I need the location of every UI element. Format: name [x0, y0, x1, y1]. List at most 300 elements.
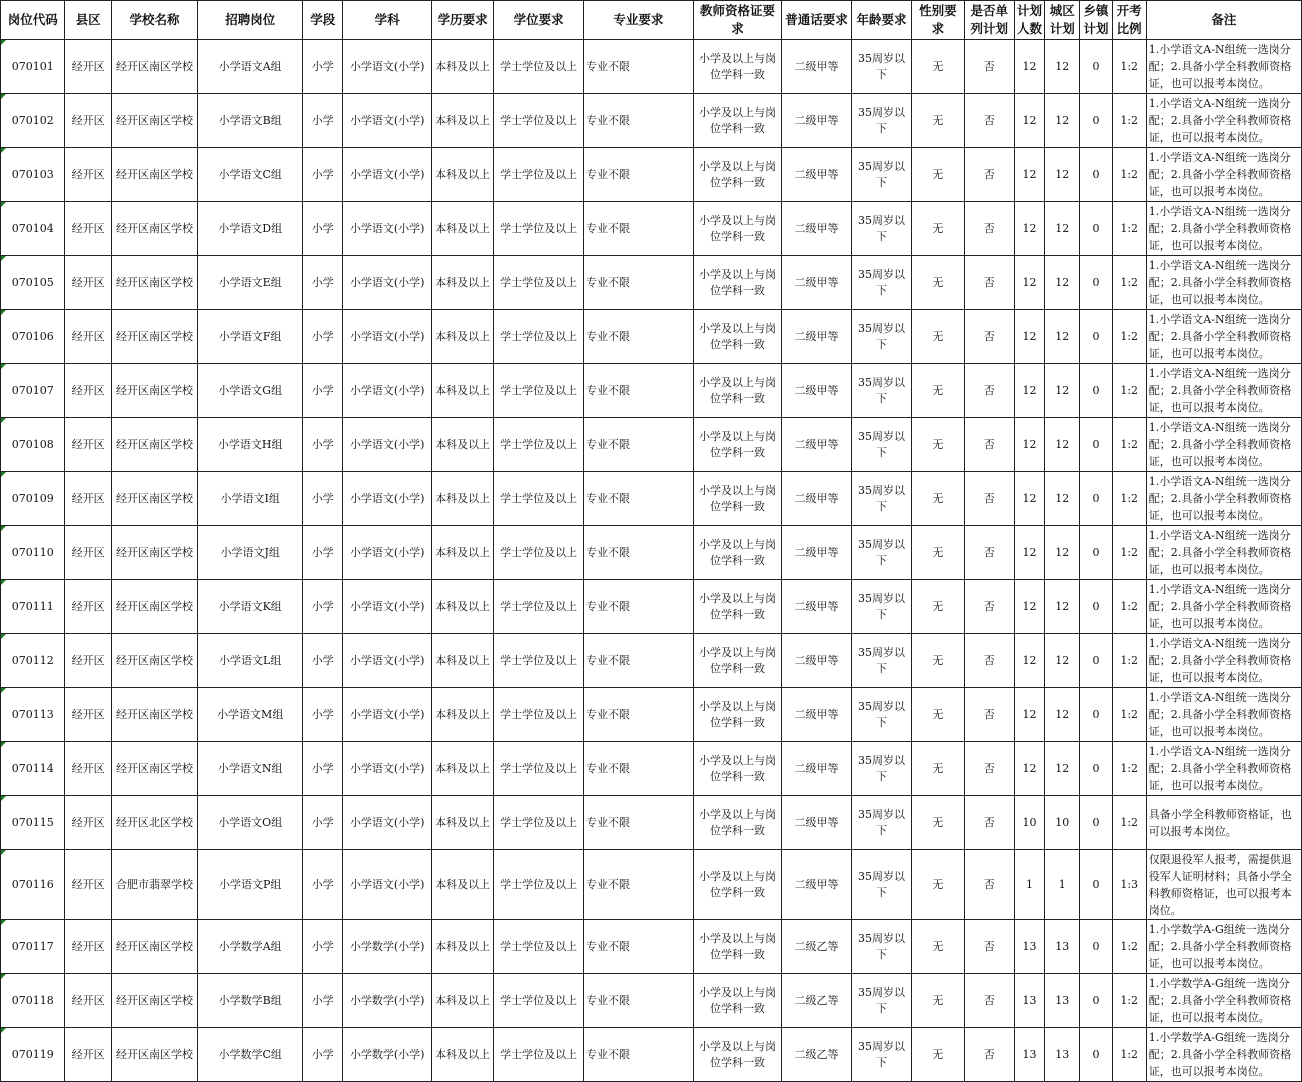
cell-marker-icon: [1, 148, 6, 153]
table-row: [1, 94, 1302, 148]
separate-plan-cell: 否: [964, 526, 1014, 580]
post-code-cell: [1, 418, 65, 472]
separate-plan-cell: 否: [964, 364, 1014, 418]
county-cell: 经开区: [65, 688, 111, 742]
subject-cell: 小学语文(小学): [343, 742, 432, 796]
degree-cell: 学士学位及以上: [494, 94, 584, 148]
education-cell: 本科及以上: [431, 310, 493, 364]
col-header-post: 招聘岗位: [198, 1, 303, 40]
subject-cell: 小学语文(小学): [343, 202, 432, 256]
post-code-text: 070113: [11, 707, 54, 721]
urban-plan-cell: 12: [1045, 634, 1080, 688]
separate-plan-cell: 否: [964, 40, 1014, 94]
col-header-remark: 备注: [1146, 1, 1301, 40]
table-row: [1, 526, 1302, 580]
post-name-cell: 小学语文L组: [198, 634, 303, 688]
urban-plan-cell: 12: [1045, 40, 1080, 94]
county-cell: 经开区: [65, 526, 111, 580]
education-cell: 本科及以上: [431, 472, 493, 526]
mandarin-cell: 二级甲等: [782, 202, 851, 256]
remark-cell: 1.小学语文A-N组统一选岗分配；2.具备小学全科教师资格证，也可以报考本岗位。: [1146, 472, 1301, 526]
table-row: [1, 418, 1302, 472]
post-code-text: 070110: [11, 545, 54, 559]
plan-count-cell: 12: [1014, 148, 1044, 202]
separate-plan-cell: 否: [964, 634, 1014, 688]
rural-plan-cell: 0: [1080, 1028, 1112, 1082]
post-code-text: 070101: [11, 59, 54, 73]
subject-cell: 小学语文(小学): [343, 364, 432, 418]
major-cell: 专业不限: [583, 526, 693, 580]
urban-plan-cell: 13: [1045, 1028, 1080, 1082]
remark-cell: 1.小学语文A-N组统一选岗分配；2.具备小学全科教师资格证，也可以报考本岗位。: [1146, 94, 1301, 148]
urban-plan-cell: 10: [1045, 796, 1080, 850]
degree-cell: 学士学位及以上: [494, 580, 584, 634]
post-code-text: 070112: [11, 653, 54, 667]
age-cell: 35周岁以下: [851, 472, 911, 526]
table-row: [1, 472, 1302, 526]
col-header-mandarin: 普通话要求: [782, 1, 851, 40]
major-cell: 专业不限: [583, 974, 693, 1028]
degree-cell: 学士学位及以上: [494, 1028, 584, 1082]
remark-cell: 1.小学语文A-N组统一选岗分配；2.具备小学全科教师资格证，也可以报考本岗位。: [1146, 40, 1301, 94]
county-cell: 经开区: [65, 40, 111, 94]
school-name-cell: 经开区南区学校: [111, 688, 198, 742]
post-code-cell: [1, 796, 65, 850]
stage-cell: 小学: [303, 688, 343, 742]
col-header-degree: 学位要求: [494, 1, 584, 40]
degree-cell: 学士学位及以上: [494, 310, 584, 364]
separate-plan-cell: 否: [964, 94, 1014, 148]
table-row: [1, 742, 1302, 796]
ratio-cell: 1:2: [1112, 580, 1146, 634]
remark-cell: 1.小学数学A-G组统一选岗分配；2.具备小学全科教师资格证，也可以报考本岗位。: [1146, 1028, 1301, 1082]
post-code-cell: [1, 526, 65, 580]
stage-cell: 小学: [303, 418, 343, 472]
ratio-cell: 1:3: [1112, 850, 1146, 920]
separate-plan-cell: 否: [964, 742, 1014, 796]
post-code-cell: [1, 580, 65, 634]
col-header-rural-plan: 乡镇计划: [1080, 1, 1112, 40]
post-code-cell: [1, 256, 65, 310]
cell-marker-icon: [1, 634, 6, 639]
remark-cell: 1.小学语文A-N组统一选岗分配；2.具备小学全科教师资格证，也可以报考本岗位。: [1146, 364, 1301, 418]
gender-cell: 无: [912, 202, 964, 256]
cell-marker-icon: [1, 796, 6, 801]
table-row: [1, 256, 1302, 310]
school-name-cell: 经开区南区学校: [111, 418, 198, 472]
county-cell: 经开区: [65, 256, 111, 310]
table-row: [1, 920, 1302, 974]
subject-cell: 小学语文(小学): [343, 418, 432, 472]
county-cell: 经开区: [65, 418, 111, 472]
gender-cell: 无: [912, 634, 964, 688]
certificate-cell: 小学及以上与岗位学科一致: [693, 1028, 782, 1082]
gender-cell: 无: [912, 742, 964, 796]
stage-cell: 小学: [303, 974, 343, 1028]
school-name-cell: 经开区北区学校: [111, 796, 198, 850]
post-name-cell: 小学语文M组: [198, 688, 303, 742]
major-cell: 专业不限: [583, 148, 693, 202]
certificate-cell: 小学及以上与岗位学科一致: [693, 364, 782, 418]
remark-cell: 1.小学数学A-G组统一选岗分配；2.具备小学全科教师资格证，也可以报考本岗位。: [1146, 920, 1301, 974]
school-name-cell: 经开区南区学校: [111, 526, 198, 580]
school-name-cell: 经开区南区学校: [111, 472, 198, 526]
rural-plan-cell: 0: [1080, 580, 1112, 634]
post-name-cell: 小学语文B组: [198, 94, 303, 148]
education-cell: 本科及以上: [431, 796, 493, 850]
post-code-cell: [1, 40, 65, 94]
subject-cell: 小学语文(小学): [343, 634, 432, 688]
post-name-cell: 小学语文D组: [198, 202, 303, 256]
rural-plan-cell: 0: [1080, 94, 1112, 148]
post-code-cell: [1, 850, 65, 920]
post-code-cell: [1, 688, 65, 742]
post-code-cell: [1, 472, 65, 526]
degree-cell: 学士学位及以上: [494, 742, 584, 796]
plan-count-cell: 12: [1014, 418, 1044, 472]
separate-plan-cell: 否: [964, 256, 1014, 310]
school-name-cell: 经开区南区学校: [111, 256, 198, 310]
major-cell: 专业不限: [583, 472, 693, 526]
ratio-cell: 1:2: [1112, 688, 1146, 742]
certificate-cell: 小学及以上与岗位学科一致: [693, 974, 782, 1028]
gender-cell: 无: [912, 526, 964, 580]
urban-plan-cell: 12: [1045, 148, 1080, 202]
remark-cell: 1.小学语文A-N组统一选岗分配；2.具备小学全科教师资格证，也可以报考本岗位。: [1146, 580, 1301, 634]
gender-cell: 无: [912, 688, 964, 742]
cell-marker-icon: [1, 472, 6, 477]
education-cell: 本科及以上: [431, 920, 493, 974]
degree-cell: 学士学位及以上: [494, 688, 584, 742]
school-name-cell: 经开区南区学校: [111, 310, 198, 364]
education-cell: 本科及以上: [431, 526, 493, 580]
table-row: [1, 634, 1302, 688]
plan-count-cell: 12: [1014, 526, 1044, 580]
mandarin-cell: 二级甲等: [782, 688, 851, 742]
county-cell: 经开区: [65, 974, 111, 1028]
separate-plan-cell: 否: [964, 472, 1014, 526]
major-cell: 专业不限: [583, 418, 693, 472]
table-row: [1, 40, 1302, 94]
post-code-text: 070115: [11, 815, 54, 829]
major-cell: 专业不限: [583, 634, 693, 688]
county-cell: 经开区: [65, 148, 111, 202]
stage-cell: 小学: [303, 742, 343, 796]
education-cell: 本科及以上: [431, 580, 493, 634]
post-code-text: 070106: [11, 329, 54, 343]
remark-cell: 1.小学语文A-N组统一选岗分配；2.具备小学全科教师资格证，也可以报考本岗位。: [1146, 688, 1301, 742]
mandarin-cell: 二级甲等: [782, 40, 851, 94]
age-cell: 35周岁以下: [851, 796, 911, 850]
cell-marker-icon: [1, 256, 6, 261]
gender-cell: 无: [912, 94, 964, 148]
degree-cell: 学士学位及以上: [494, 634, 584, 688]
stage-cell: 小学: [303, 850, 343, 920]
subject-cell: 小学语文(小学): [343, 94, 432, 148]
stage-cell: 小学: [303, 40, 343, 94]
remark-cell: 1.小学语文A-N组统一选岗分配；2.具备小学全科教师资格证，也可以报考本岗位。: [1146, 148, 1301, 202]
separate-plan-cell: 否: [964, 310, 1014, 364]
post-code-cell: [1, 920, 65, 974]
certificate-cell: 小学及以上与岗位学科一致: [693, 148, 782, 202]
cell-marker-icon: [1, 364, 6, 369]
ratio-cell: 1:2: [1112, 256, 1146, 310]
urban-plan-cell: 12: [1045, 256, 1080, 310]
degree-cell: 学士学位及以上: [494, 40, 584, 94]
col-header-certificate: 教师资格证要求: [693, 1, 782, 40]
age-cell: 35周岁以下: [851, 202, 911, 256]
rural-plan-cell: 0: [1080, 920, 1112, 974]
school-name-cell: 经开区南区学校: [111, 94, 198, 148]
separate-plan-cell: 否: [964, 850, 1014, 920]
col-header-school: 学校名称: [111, 1, 198, 40]
rural-plan-cell: 0: [1080, 40, 1112, 94]
post-name-cell: 小学语文O组: [198, 796, 303, 850]
certificate-cell: 小学及以上与岗位学科一致: [693, 472, 782, 526]
plan-count-cell: 12: [1014, 256, 1044, 310]
county-cell: 经开区: [65, 580, 111, 634]
cell-marker-icon: [1, 94, 6, 99]
plan-count-cell: 12: [1014, 94, 1044, 148]
gender-cell: 无: [912, 148, 964, 202]
education-cell: 本科及以上: [431, 94, 493, 148]
mandarin-cell: 二级甲等: [782, 850, 851, 920]
post-code-text: 070109: [11, 491, 54, 505]
plan-count-cell: 13: [1014, 1028, 1044, 1082]
ratio-cell: 1:2: [1112, 526, 1146, 580]
cell-marker-icon: [1, 688, 6, 693]
plan-count-cell: 12: [1014, 40, 1044, 94]
major-cell: 专业不限: [583, 1028, 693, 1082]
rural-plan-cell: 0: [1080, 526, 1112, 580]
degree-cell: 学士学位及以上: [494, 256, 584, 310]
school-name-cell: 经开区南区学校: [111, 634, 198, 688]
plan-count-cell: 12: [1014, 742, 1044, 796]
gender-cell: 无: [912, 796, 964, 850]
post-code-cell: [1, 94, 65, 148]
certificate-cell: 小学及以上与岗位学科一致: [693, 40, 782, 94]
remark-cell: 1.小学语文A-N组统一选岗分配；2.具备小学全科教师资格证，也可以报考本岗位。: [1146, 634, 1301, 688]
urban-plan-cell: 13: [1045, 920, 1080, 974]
table-row: [1, 1028, 1302, 1082]
county-cell: 经开区: [65, 796, 111, 850]
certificate-cell: 小学及以上与岗位学科一致: [693, 310, 782, 364]
post-code-cell: [1, 634, 65, 688]
education-cell: 本科及以上: [431, 148, 493, 202]
post-name-cell: 小学语文I组: [198, 472, 303, 526]
separate-plan-cell: 否: [964, 580, 1014, 634]
rural-plan-cell: 0: [1080, 634, 1112, 688]
cell-marker-icon: [1, 580, 6, 585]
post-code-cell: [1, 742, 65, 796]
mandarin-cell: 二级甲等: [782, 364, 851, 418]
age-cell: 35周岁以下: [851, 634, 911, 688]
urban-plan-cell: 12: [1045, 742, 1080, 796]
education-cell: 本科及以上: [431, 634, 493, 688]
cell-marker-icon: [1, 920, 6, 925]
rural-plan-cell: 0: [1080, 364, 1112, 418]
gender-cell: 无: [912, 418, 964, 472]
school-name-cell: 经开区南区学校: [111, 148, 198, 202]
col-header-major: 专业要求: [583, 1, 693, 40]
stage-cell: 小学: [303, 1028, 343, 1082]
remark-cell: 1.小学语文A-N组统一选岗分配；2.具备小学全科教师资格证，也可以报考本岗位。: [1146, 256, 1301, 310]
education-cell: 本科及以上: [431, 364, 493, 418]
remark-cell: 1.小学语文A-N组统一选岗分配；2.具备小学全科教师资格证，也可以报考本岗位。: [1146, 202, 1301, 256]
post-code-text: 070119: [11, 1047, 54, 1061]
major-cell: 专业不限: [583, 202, 693, 256]
plan-count-cell: 13: [1014, 920, 1044, 974]
col-header-education: 学历要求: [431, 1, 493, 40]
stage-cell: 小学: [303, 148, 343, 202]
ratio-cell: 1:2: [1112, 40, 1146, 94]
school-name-cell: 经开区南区学校: [111, 40, 198, 94]
rural-plan-cell: 0: [1080, 796, 1112, 850]
separate-plan-cell: 否: [964, 796, 1014, 850]
stage-cell: 小学: [303, 202, 343, 256]
rural-plan-cell: 0: [1080, 148, 1112, 202]
age-cell: 35周岁以下: [851, 256, 911, 310]
plan-count-cell: 12: [1014, 634, 1044, 688]
stage-cell: 小学: [303, 472, 343, 526]
post-name-cell: 小学语文F组: [198, 310, 303, 364]
post-name-cell: 小学语文A组: [198, 40, 303, 94]
col-header-separate-plan: 是否单列计划: [964, 1, 1014, 40]
post-name-cell: 小学语文H组: [198, 418, 303, 472]
age-cell: 35周岁以下: [851, 40, 911, 94]
table-row: [1, 202, 1302, 256]
post-name-cell: 小学语文C组: [198, 148, 303, 202]
age-cell: 35周岁以下: [851, 364, 911, 418]
col-header-code: 岗位代码: [1, 1, 65, 40]
ratio-cell: 1:2: [1112, 742, 1146, 796]
mandarin-cell: 二级乙等: [782, 1028, 851, 1082]
post-code-text: 070118: [11, 993, 54, 1007]
post-code-text: 070107: [11, 383, 54, 397]
gender-cell: 无: [912, 1028, 964, 1082]
urban-plan-cell: 12: [1045, 310, 1080, 364]
mandarin-cell: 二级甲等: [782, 580, 851, 634]
education-cell: 本科及以上: [431, 418, 493, 472]
gender-cell: 无: [912, 850, 964, 920]
separate-plan-cell: 否: [964, 1028, 1014, 1082]
major-cell: 专业不限: [583, 796, 693, 850]
post-code-text: 070108: [11, 437, 54, 451]
stage-cell: 小学: [303, 580, 343, 634]
post-code-cell: [1, 974, 65, 1028]
table-row: [1, 580, 1302, 634]
mandarin-cell: 二级甲等: [782, 310, 851, 364]
header-row: [1, 1, 1302, 40]
county-cell: 经开区: [65, 1028, 111, 1082]
subject-cell: 小学语文(小学): [343, 148, 432, 202]
post-name-cell: 小学语文E组: [198, 256, 303, 310]
col-header-county: 县区: [65, 1, 111, 40]
age-cell: 35周岁以下: [851, 920, 911, 974]
major-cell: 专业不限: [583, 742, 693, 796]
certificate-cell: 小学及以上与岗位学科一致: [693, 796, 782, 850]
mandarin-cell: 二级甲等: [782, 256, 851, 310]
plan-count-cell: 1: [1014, 850, 1044, 920]
mandarin-cell: 二级甲等: [782, 148, 851, 202]
ratio-cell: 1:2: [1112, 1028, 1146, 1082]
ratio-cell: 1:2: [1112, 796, 1146, 850]
urban-plan-cell: 13: [1045, 974, 1080, 1028]
degree-cell: 学士学位及以上: [494, 920, 584, 974]
education-cell: 本科及以上: [431, 742, 493, 796]
degree-cell: 学士学位及以上: [494, 364, 584, 418]
certificate-cell: 小学及以上与岗位学科一致: [693, 256, 782, 310]
plan-count-cell: 13: [1014, 974, 1044, 1028]
rural-plan-cell: 0: [1080, 974, 1112, 1028]
urban-plan-cell: 12: [1045, 364, 1080, 418]
school-name-cell: 经开区南区学校: [111, 742, 198, 796]
major-cell: 专业不限: [583, 580, 693, 634]
mandarin-cell: 二级甲等: [782, 526, 851, 580]
school-name-cell: 经开区南区学校: [111, 1028, 198, 1082]
degree-cell: 学士学位及以上: [494, 418, 584, 472]
urban-plan-cell: 12: [1045, 94, 1080, 148]
major-cell: 专业不限: [583, 364, 693, 418]
table-row: [1, 850, 1302, 920]
major-cell: 专业不限: [583, 850, 693, 920]
certificate-cell: 小学及以上与岗位学科一致: [693, 202, 782, 256]
ratio-cell: 1:2: [1112, 634, 1146, 688]
school-name-cell: 经开区南区学校: [111, 202, 198, 256]
school-name-cell: 经开区南区学校: [111, 920, 198, 974]
major-cell: 专业不限: [583, 310, 693, 364]
table-row: [1, 974, 1302, 1028]
degree-cell: 学士学位及以上: [494, 974, 584, 1028]
certificate-cell: 小学及以上与岗位学科一致: [693, 580, 782, 634]
col-header-urban-plan: 城区计划: [1045, 1, 1080, 40]
ratio-cell: 1:2: [1112, 94, 1146, 148]
cell-marker-icon: [1, 742, 6, 747]
urban-plan-cell: 1: [1045, 850, 1080, 920]
urban-plan-cell: 12: [1045, 580, 1080, 634]
plan-count-cell: 12: [1014, 310, 1044, 364]
post-code-text: 070102: [11, 113, 54, 127]
subject-cell: 小学语文(小学): [343, 472, 432, 526]
remark-cell: 1.小学语文A-N组统一选岗分配；2.具备小学全科教师资格证，也可以报考本岗位。: [1146, 526, 1301, 580]
stage-cell: 小学: [303, 310, 343, 364]
rural-plan-cell: 0: [1080, 256, 1112, 310]
certificate-cell: 小学及以上与岗位学科一致: [693, 526, 782, 580]
rural-plan-cell: 0: [1080, 688, 1112, 742]
education-cell: 本科及以上: [431, 40, 493, 94]
education-cell: 本科及以上: [431, 202, 493, 256]
subject-cell: 小学语文(小学): [343, 526, 432, 580]
rural-plan-cell: 0: [1080, 202, 1112, 256]
county-cell: 经开区: [65, 202, 111, 256]
remark-cell: 1.小学语文A-N组统一选岗分配；2.具备小学全科教师资格证，也可以报考本岗位。: [1146, 742, 1301, 796]
post-code-text: 070116: [11, 877, 54, 891]
rural-plan-cell: 0: [1080, 418, 1112, 472]
col-header-stage: 学段: [303, 1, 343, 40]
post-name-cell: 小学数学B组: [198, 974, 303, 1028]
remark-cell: 仅限退役军人报考，需提供退役军人证明材料；具备小学全科教师资格证，也可以报考本岗位。: [1146, 850, 1301, 920]
post-code-text: 070111: [11, 599, 54, 613]
education-cell: 本科及以上: [431, 1028, 493, 1082]
urban-plan-cell: 12: [1045, 526, 1080, 580]
separate-plan-cell: 否: [964, 974, 1014, 1028]
county-cell: 经开区: [65, 94, 111, 148]
plan-count-cell: 12: [1014, 472, 1044, 526]
table-row: [1, 688, 1302, 742]
remark-cell: 1.小学数学A-G组统一选岗分配；2.具备小学全科教师资格证，也可以报考本岗位。: [1146, 974, 1301, 1028]
degree-cell: 学士学位及以上: [494, 472, 584, 526]
age-cell: 35周岁以下: [851, 310, 911, 364]
